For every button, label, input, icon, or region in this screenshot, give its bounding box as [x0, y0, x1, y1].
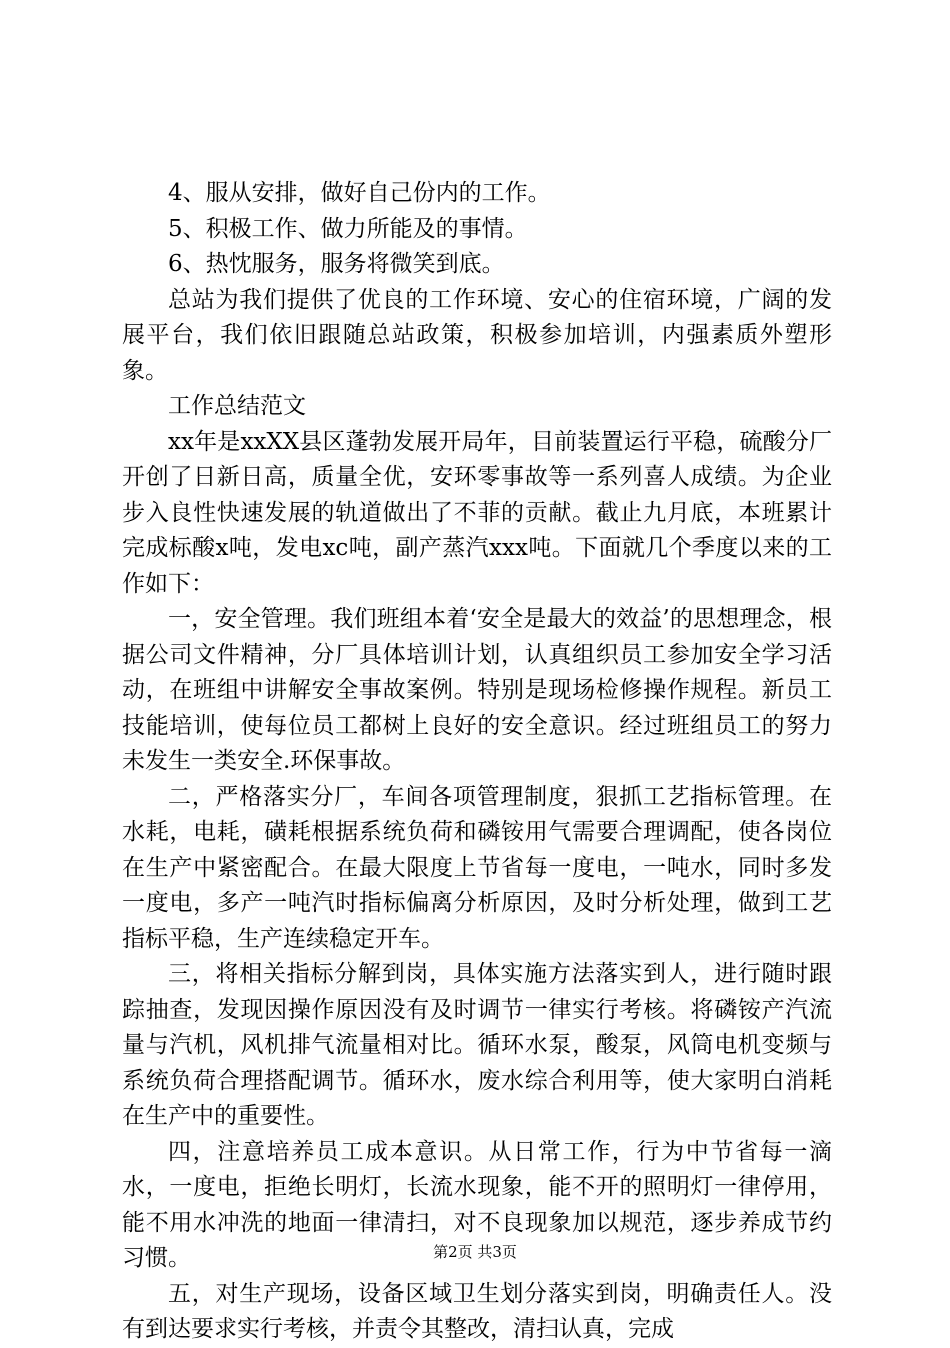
- paragraph-item-6: 6、热忱服务，服务将微笑到底。: [168, 251, 505, 277]
- paragraph-item-5: 5、积极工作、做力所能及的事情。: [168, 215, 528, 242]
- paragraph-intro: xx年是xxXX县区蓬勃发展开局年，目前装置运行平稳，硫酸分厂开创了日新日高，质量全优，安环零事故等一系列喜人成绩。为企业步入良性快速发展的轨道做出了不菲的贡献。截止九月底，本班累计完成标酸x吨，发电xc吨，副产蒸汽xxx吨。下面就几个季度以来的工作如下：: [122, 428, 832, 597]
- section-heading: 工作总结范文: [168, 393, 306, 419]
- paragraph-summary-environment: 总站为我们提供了优良的工作环境、安心的住宿环境，广阔的发展平台，我们依旧跟随总站政策，积极参加培训，内强素质外塑形象。: [122, 286, 832, 384]
- paragraph-site-hygiene: 五，对生产现场，设备区域卫生划分落实到岗，明确责任人。没有到达要求实行考核，并责令其整改，清扫认真，完成: [122, 1280, 832, 1342]
- paragraph-safety-management: 一，安全管理。我们班组本着‘安全是最大的效益’的思想理念，根据公司文件精神，分厂具体培训计划，认真组织员工参加安全学习活动，在班组中讲解安全事故案例。特别是现场检修操作规程。新员工技能培训，使每位员工都树上良好的安全意识。经过班组员工的努力未发生一类安全.环保事故。: [122, 606, 832, 774]
- paragraph-management-system: 二，严格落实分厂，车间各项管理制度，狠抓工艺指标管理。在水耗，电耗，磺耗根据系统负荷和磷铵用气需要合理调配，使各岗位在生产中紧密配合。在最大限度上节省每一度电，一吨水，同时多发一度电，多产一吨汽时指标偏离分析原因，及时分析处理，做到工艺指标平稳，生产连续稳定开车。: [122, 783, 832, 952]
- paragraph-cost-awareness: 四，注意培养员工成本意识。从日常工作，行为中节省每一滴水，一度电，拒绝长明灯，长流水现象，能不开的照明灯一律停用，能不用水冲洗的地面一律清扫，对不良现象加以规范，逐步养成节约习惯。: [122, 1138, 832, 1271]
- document-body: [122, 176, 832, 1348]
- paragraph-indicator-breakdown: 三，将相关指标分解到岗，具体实施方法落实到人，进行随时跟踪抽查，发现因操作原因没有及时调节一律实行考核。将磷铵产汽流量与汽机，风机排气流量相对比。循环水泵，酸泵，风筒电机变频与系统负荷合理搭配调节。循环水，废水综合利用等，使大家明白消耗在生产中的重要性。: [122, 961, 832, 1129]
- paragraph-item-4: 4、服从安排，做好自己份内的工作。: [168, 180, 551, 206]
- page-number-footer: 第2页 共3页: [433, 1243, 517, 1261]
